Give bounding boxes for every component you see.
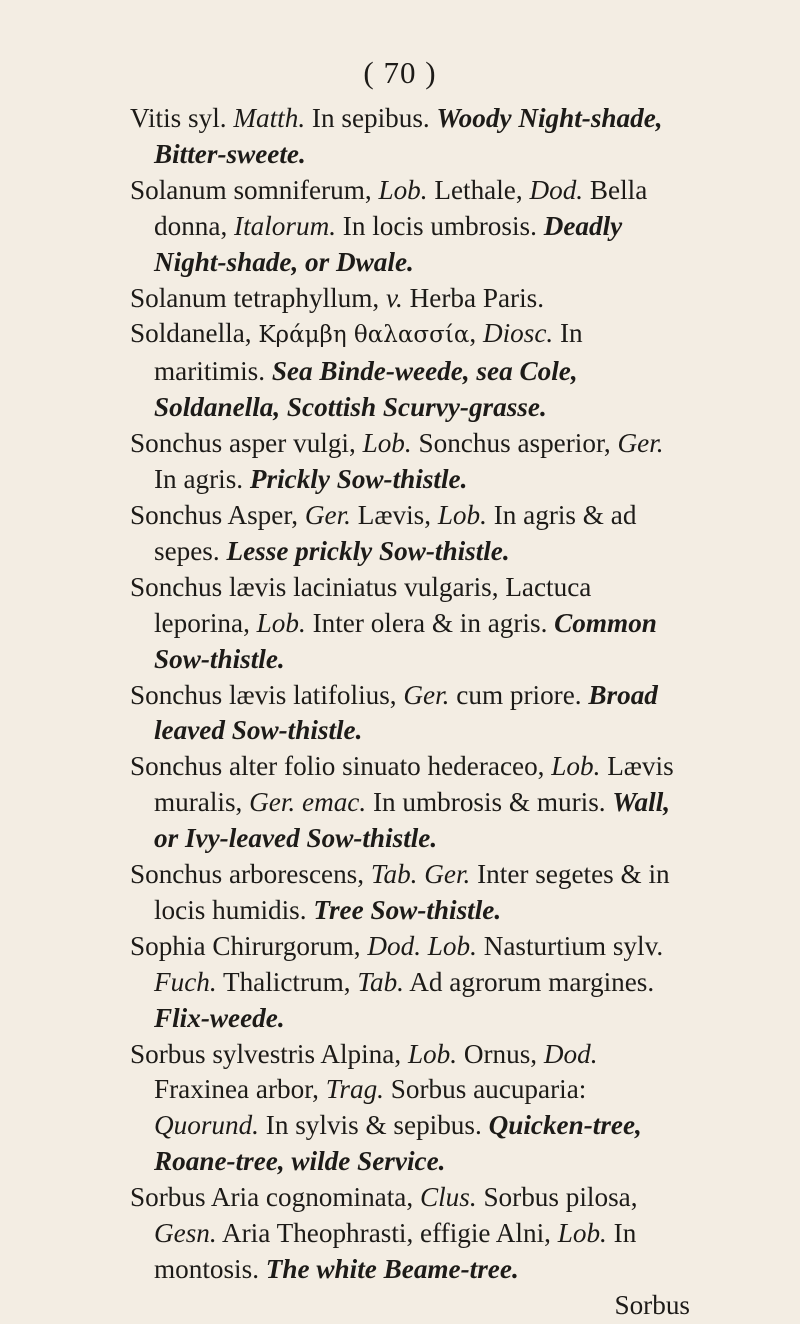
authority-citation: Ger.: [617, 428, 664, 459]
latin-text: Lævis,: [350, 499, 438, 530]
authority-citation: Dod. Lob.: [367, 930, 477, 961]
latin-text: Nasturtium sylv.: [476, 930, 664, 961]
authority-citation: Dod.: [543, 1038, 598, 1069]
latin-text: Solanum tetraphyllum,: [130, 282, 386, 313]
authority-citation: Trag.: [325, 1074, 384, 1105]
authority-citation: Ger.: [304, 499, 351, 530]
english-name: Flix-weede.: [154, 1002, 285, 1033]
latin-text: Sonchus asperior,: [411, 428, 618, 459]
authority-citation: Lob.: [378, 174, 428, 205]
latin-text: Sonchus Asper,: [130, 499, 305, 530]
english-name: Wall, or Ivy-leaved Sow-thistle.: [154, 787, 671, 854]
authority-citation: Tab.: [357, 966, 404, 997]
latin-text: ,: [469, 318, 483, 349]
latin-text: Soldanella,: [130, 318, 259, 349]
latin-text: Sorbus aucuparia:: [383, 1074, 587, 1105]
english-name: Quicken-tree, Roane-tree, wilde Service.: [154, 1110, 642, 1177]
latin-text: Ornus,: [457, 1038, 544, 1069]
plant-entry: [130, 570, 690, 678]
authority-citation: Lob.: [407, 1038, 458, 1069]
english-name: Prickly Sow-thistle.: [249, 464, 468, 495]
latin-text: In sylvis & sepibus.: [258, 1110, 489, 1141]
authority-citation: Dod.: [529, 174, 584, 205]
latin-text: In umbrosis & muris.: [366, 787, 613, 818]
latin-text: Sonchus alter folio sinuato hederaceo,: [130, 751, 552, 782]
latin-text: Herba Paris.: [402, 282, 545, 313]
latin-text: Inter olera & in agris.: [305, 607, 555, 638]
english-name: Sea Binde-weede, sea Cole, Soldanella, Scottish Scurvy-grasse.: [154, 356, 578, 423]
authority-citation: Lob.: [256, 607, 306, 638]
english-name: Tree Sow-thistle.: [313, 894, 502, 925]
latin-text: Lethale,: [427, 174, 530, 205]
latin-text: Vitis syl.: [130, 103, 234, 133]
authority-citation: Lob.: [551, 751, 601, 782]
authority-citation: Matth.: [233, 103, 306, 133]
authority-citation: Lob.: [362, 428, 412, 459]
plant-entry: [130, 173, 690, 281]
authority-citation: Gesn.: [154, 1218, 217, 1249]
english-name: Common Sow-thistle.: [154, 607, 657, 674]
latin-text: Aria Theophrasti, effigie Alni,: [216, 1218, 558, 1249]
english-name: The white Beame-tree.: [265, 1254, 519, 1284]
latin-text: Ad agrorum margines.: [403, 966, 655, 997]
authority-citation: Quorund.: [154, 1110, 259, 1141]
plant-entry: [130, 749, 690, 857]
latin-text: Sorbus sylvestris Alpina,: [130, 1038, 408, 1069]
plant-entry: [130, 316, 690, 426]
latin-text: In locis umbrosis.: [336, 210, 544, 241]
plant-entry: [130, 929, 690, 1037]
authority-citation: Ger.: [403, 679, 450, 710]
plant-entry: [130, 857, 690, 929]
catchword: Sorbus: [614, 1289, 690, 1320]
latin-text: Fraxinea arbor,: [154, 1074, 326, 1105]
english-name: Lesse prickly Sow-thistle.: [226, 535, 510, 566]
authority-citation: Ger. emac.: [249, 787, 367, 818]
latin-text: In maritimis.: [154, 318, 583, 387]
authority-citation: Clus.: [419, 1182, 477, 1213]
latin-text: In agris & ad sepes.: [154, 499, 637, 566]
authority-citation: Fuch.: [154, 966, 217, 997]
page-number: ( 70 ): [363, 55, 437, 90]
latin-text: Sorbus pilosa,: [476, 1182, 638, 1213]
authority-citation: Italorum.: [234, 210, 336, 241]
plant-entry: [130, 678, 690, 750]
latin-text: In montosis.: [154, 1218, 637, 1284]
latin-text: Thalictrum,: [216, 966, 358, 997]
latin-text: Bella donna,: [154, 174, 648, 241]
latin-text: Sorbus Aria cognominata,: [130, 1182, 420, 1213]
authority-citation: Tab. Ger.: [370, 859, 471, 890]
latin-text: Inter segetes & in locis humidis.: [154, 859, 670, 925]
plant-entry: [130, 281, 690, 317]
latin-text: Sophia Chirurgorum,: [130, 930, 368, 961]
latin-text: Lævis muralis,: [154, 751, 674, 818]
authority-citation: Lob.: [437, 499, 487, 530]
greek-name: Κράμβη θαλασσία: [258, 322, 470, 349]
plant-entry: [130, 101, 690, 173]
latin-text: In agris.: [154, 464, 250, 495]
plant-entry: [130, 426, 690, 498]
latin-text: Sonchus arborescens,: [130, 859, 371, 890]
latin-text: Sonchus lævis laciniatus vulgaris, Lactuca leporina,: [130, 571, 592, 638]
latin-text: Sonchus asper vulgi,: [130, 428, 363, 459]
authority-citation: Diosc.: [482, 318, 554, 349]
english-name: Broad leaved Sow-thistle.: [154, 679, 658, 746]
latin-text: cum priore.: [449, 679, 589, 710]
english-name: Deadly Night-shade, or Dwale.: [154, 210, 623, 277]
latin-text: Sonchus lævis latifolius,: [130, 679, 404, 710]
plant-entry: [130, 498, 690, 570]
english-name: Woody Night-shade, Bitter-sweete.: [154, 103, 663, 169]
authority-citation: Lob.: [557, 1218, 607, 1249]
authority-citation: v.: [386, 282, 403, 313]
herbal-entry-list: [130, 101, 690, 1324]
plant-entry: [130, 1037, 690, 1181]
plant-entry: [130, 1180, 690, 1288]
latin-text: In sepibus.: [305, 103, 437, 133]
latin-text: Solanum somniferum,: [130, 174, 379, 205]
